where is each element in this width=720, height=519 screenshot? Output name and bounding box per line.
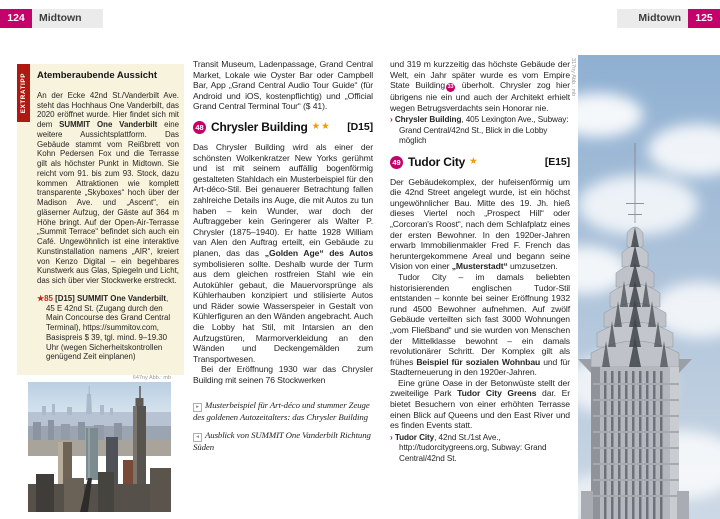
- chrysler-building-photo: [578, 55, 720, 519]
- caption-arrow-left-icon: ◂: [193, 433, 202, 442]
- poi-heading-tudor-city: [390, 156, 570, 169]
- tudor-paragraph-3: Eine grüne Oase in der Betonwüste stellt der zweiteilige Park Tudor City Greens dar. Er bietet Besuchern von einer erhöhten Terrasse einen Blick auf Queens und den East River und es finden Events statt.: [390, 377, 570, 431]
- extratipp-tab-label: EXTRATIPP: [20, 72, 27, 114]
- poi-number-badge: 48: [193, 121, 206, 134]
- skyline-photo: [28, 382, 171, 512]
- caption-text: Musterbeispiel für Art-déco und stummer Zeuge des goldenen Autozeitalters: das Chrysler Building: [193, 399, 370, 422]
- page-number-right: 125: [688, 9, 720, 28]
- photo-credit-left: 647ny Abb.: mb: [132, 375, 171, 381]
- page-number-left: 124: [0, 9, 32, 28]
- caption-summit-view: [193, 430, 373, 453]
- tudor-paragraph-1: Der Gebäudekomplex, der hufeisenförmig um die 42nd Street angelegt wurde, ist ein höchst ungewöhnlicher Bau. Mitte des 19. Jh. hieß dieses Viertel noch „Prospect Hill“ oder „Corcoran's Roost“, nach dem Schlafplatz eines der ersten Bewohner. In den 1920er-Jahren erwarb Immobilienmakler Fred F. French das heruntergekommene Areal und begann seine Vision von einer „Musterstadt“ umzusetzen.: [390, 176, 570, 272]
- tudor-visitor-info: › Tudor City, 42nd St./1st Ave., http://tudorcitygreens.org, Subway: Grand Central/42nd St.: [390, 432, 547, 463]
- poi-title: Tudor City: [408, 154, 466, 169]
- rating-stars-icon: ★: [469, 155, 479, 167]
- grand-central-continuation: Transit Museum, Ladenpassage, Grand Central Market, Lokale wie Oyster Bar oder Campbell Bar, App „Grand Central Audio Tour Guide“ (für Android und iOS, kostenpflichtig) und „Official Grand Central Terminal Tour“ ($ 41).: [193, 59, 373, 112]
- poi-title: Chrysler Building: [211, 120, 308, 135]
- caption-text: Ausblick von SUMMIT One Vanderbilt Richtung Süden: [193, 430, 371, 453]
- column-middle: [193, 59, 373, 461]
- column-right: [390, 59, 570, 464]
- caption-arrow-right-icon: ▸: [193, 403, 202, 412]
- caption-chrysler: [193, 400, 373, 423]
- map-grid-reference: [E15]: [544, 155, 570, 168]
- chrysler-paragraph-1: Das Chrysler Building wird als einer der schönsten Wolkenkratzer New Yorks gerühmt und ist mit seinem auffällig bogenförmig gestalteten Stahldach ein Musterbeispiel für den Art-déco-Stil. Bei genauerer Betrachtung fallen zahlreiche Details ins Auge, die mit Autos zu tun haben – kein Wunder, war doch der Auftraggeber kein Geringerer als Walter P. Chrysler (1875–1940). Er hatte 1928 William van Alen den Auftrag erteilt, ein Gebäude zu planen, das das „Golden Age“ des Autos symbolisieren sollte. Deshalb wurde der Turm aus dem gleichen rostfreien Stahl wie ein Autokühler gebaut, die Mauervorsprünge als Kühlerhauben konzipiert und stilisierte Autos und Räder sowie Wasserspeier in Gestalt von Kühlerfiguren an den Wänden angebracht. Auch die Lobby hat Stil, mit Intarsien an den Aufzugstüren, Marmorverkleidung an den Wänden und Deckengemälden zum Transportwesen.: [193, 141, 373, 364]
- photo-credit-right: 317ny Abb.: mb: [570, 58, 576, 97]
- chapter-title-right: Midtown: [617, 9, 688, 28]
- extratipp-box: [17, 64, 184, 375]
- extratipp-listing: ★85 [D15] SUMMIT One Vanderbilt, 45 E 42nd St. (Zugang durch den Main Concourse des Grand Central Terminal), https://summitov.com, Basispreis $ 39, tgl. mind. 9–19.30 Uhr (wegen Sicherheitskontrollen genügend Zeit einplanen): [37, 293, 171, 362]
- skyline-photo-illustration: [28, 382, 171, 512]
- rating-stars-icon: ★★: [311, 121, 331, 133]
- chrysler-visitor-info: › Chrysler Building, 405 Lexington Ave., Subway: Grand Central/42nd St., Blick in die Lobby möglich: [390, 115, 569, 146]
- chapter-title-left: Midtown: [32, 9, 103, 28]
- poi-number-badge: 49: [390, 156, 403, 169]
- chrysler-continuation: und 319 m kurzzeitig das höchste Gebäude der Welt, ein Jahr später wurde es vom Empire State Building 33 überholt. Chrysler zog hier übrigens nie ein und auch der Architekt erhielt wegen Betrugsverdachts sein Honorar nie.: [390, 59, 570, 113]
- extratipp-title: Atemberaubende Aussicht: [37, 70, 158, 81]
- chrysler-photo-illustration: [578, 55, 720, 519]
- extratipp-paragraph: An der Ecke 42nd St./Vanderbilt Ave. steht das Hochhaus One Vanderbilt, das 2020 eröffnet wurde. Hier findet sich mit dem SUMMIT One Vanderbilt eine weitere Aussichtsplattform. Das Gebäude stammt vom Reißbrett von Kohn Pedersen Fox und die Terrasse gilt als höchster Punkt in Midtown. Sie reicht vom 91. bis zum 93. Stock, dazu kommen Attraktionen wie komplett transparente „Skyboxes“ hoch über der Madison Ave. und „Ascent“, ein gläserner Aufzug, der Gäste auf 364 m Höhe bringt. Auf der Open-Air-Terrasse „Summit Terrace“ befindet sich auch ein Café. Ungewöhnlich ist eine interaktive Kunstinstallation namens „AIR“, kreiert von Kenzo Digital – ein begehbares Kunstwerk aus Glas, Spiegeln und Licht, das sich über vier Stockwerke erstreckt.: [37, 90, 179, 286]
- extratipp-body: [37, 83, 179, 370]
- poi-heading-chrysler-building: [193, 121, 373, 134]
- map-grid-reference: [D15]: [347, 121, 373, 134]
- photo-captions: [193, 400, 373, 453]
- chrysler-paragraph-2: Bei der Eröffnung 1930 war das Chrysler Building mit seinen 76 Stockwerken: [193, 364, 373, 386]
- tudor-paragraph-2: Tudor City – im damals beliebten historisierenden englischen Tudor-Stil entstanden – konnte bei seiner Eröffnung 1932 rund 4500 Bewohner aufnehmen. Auf zwölf Gebäude verteilten sich fast 3000 Wohnungen „vom Fließband“ und sie wurden von Menschen der Mittelklasse bewohnt – ein damals revolutionärer Schritt. Der Komplex gilt als frühes Beispiel für sozialen Wohnbau und für Stadterneuerung in den 1920er-Jahren.: [390, 271, 570, 378]
- extratipp-tab: [17, 64, 30, 122]
